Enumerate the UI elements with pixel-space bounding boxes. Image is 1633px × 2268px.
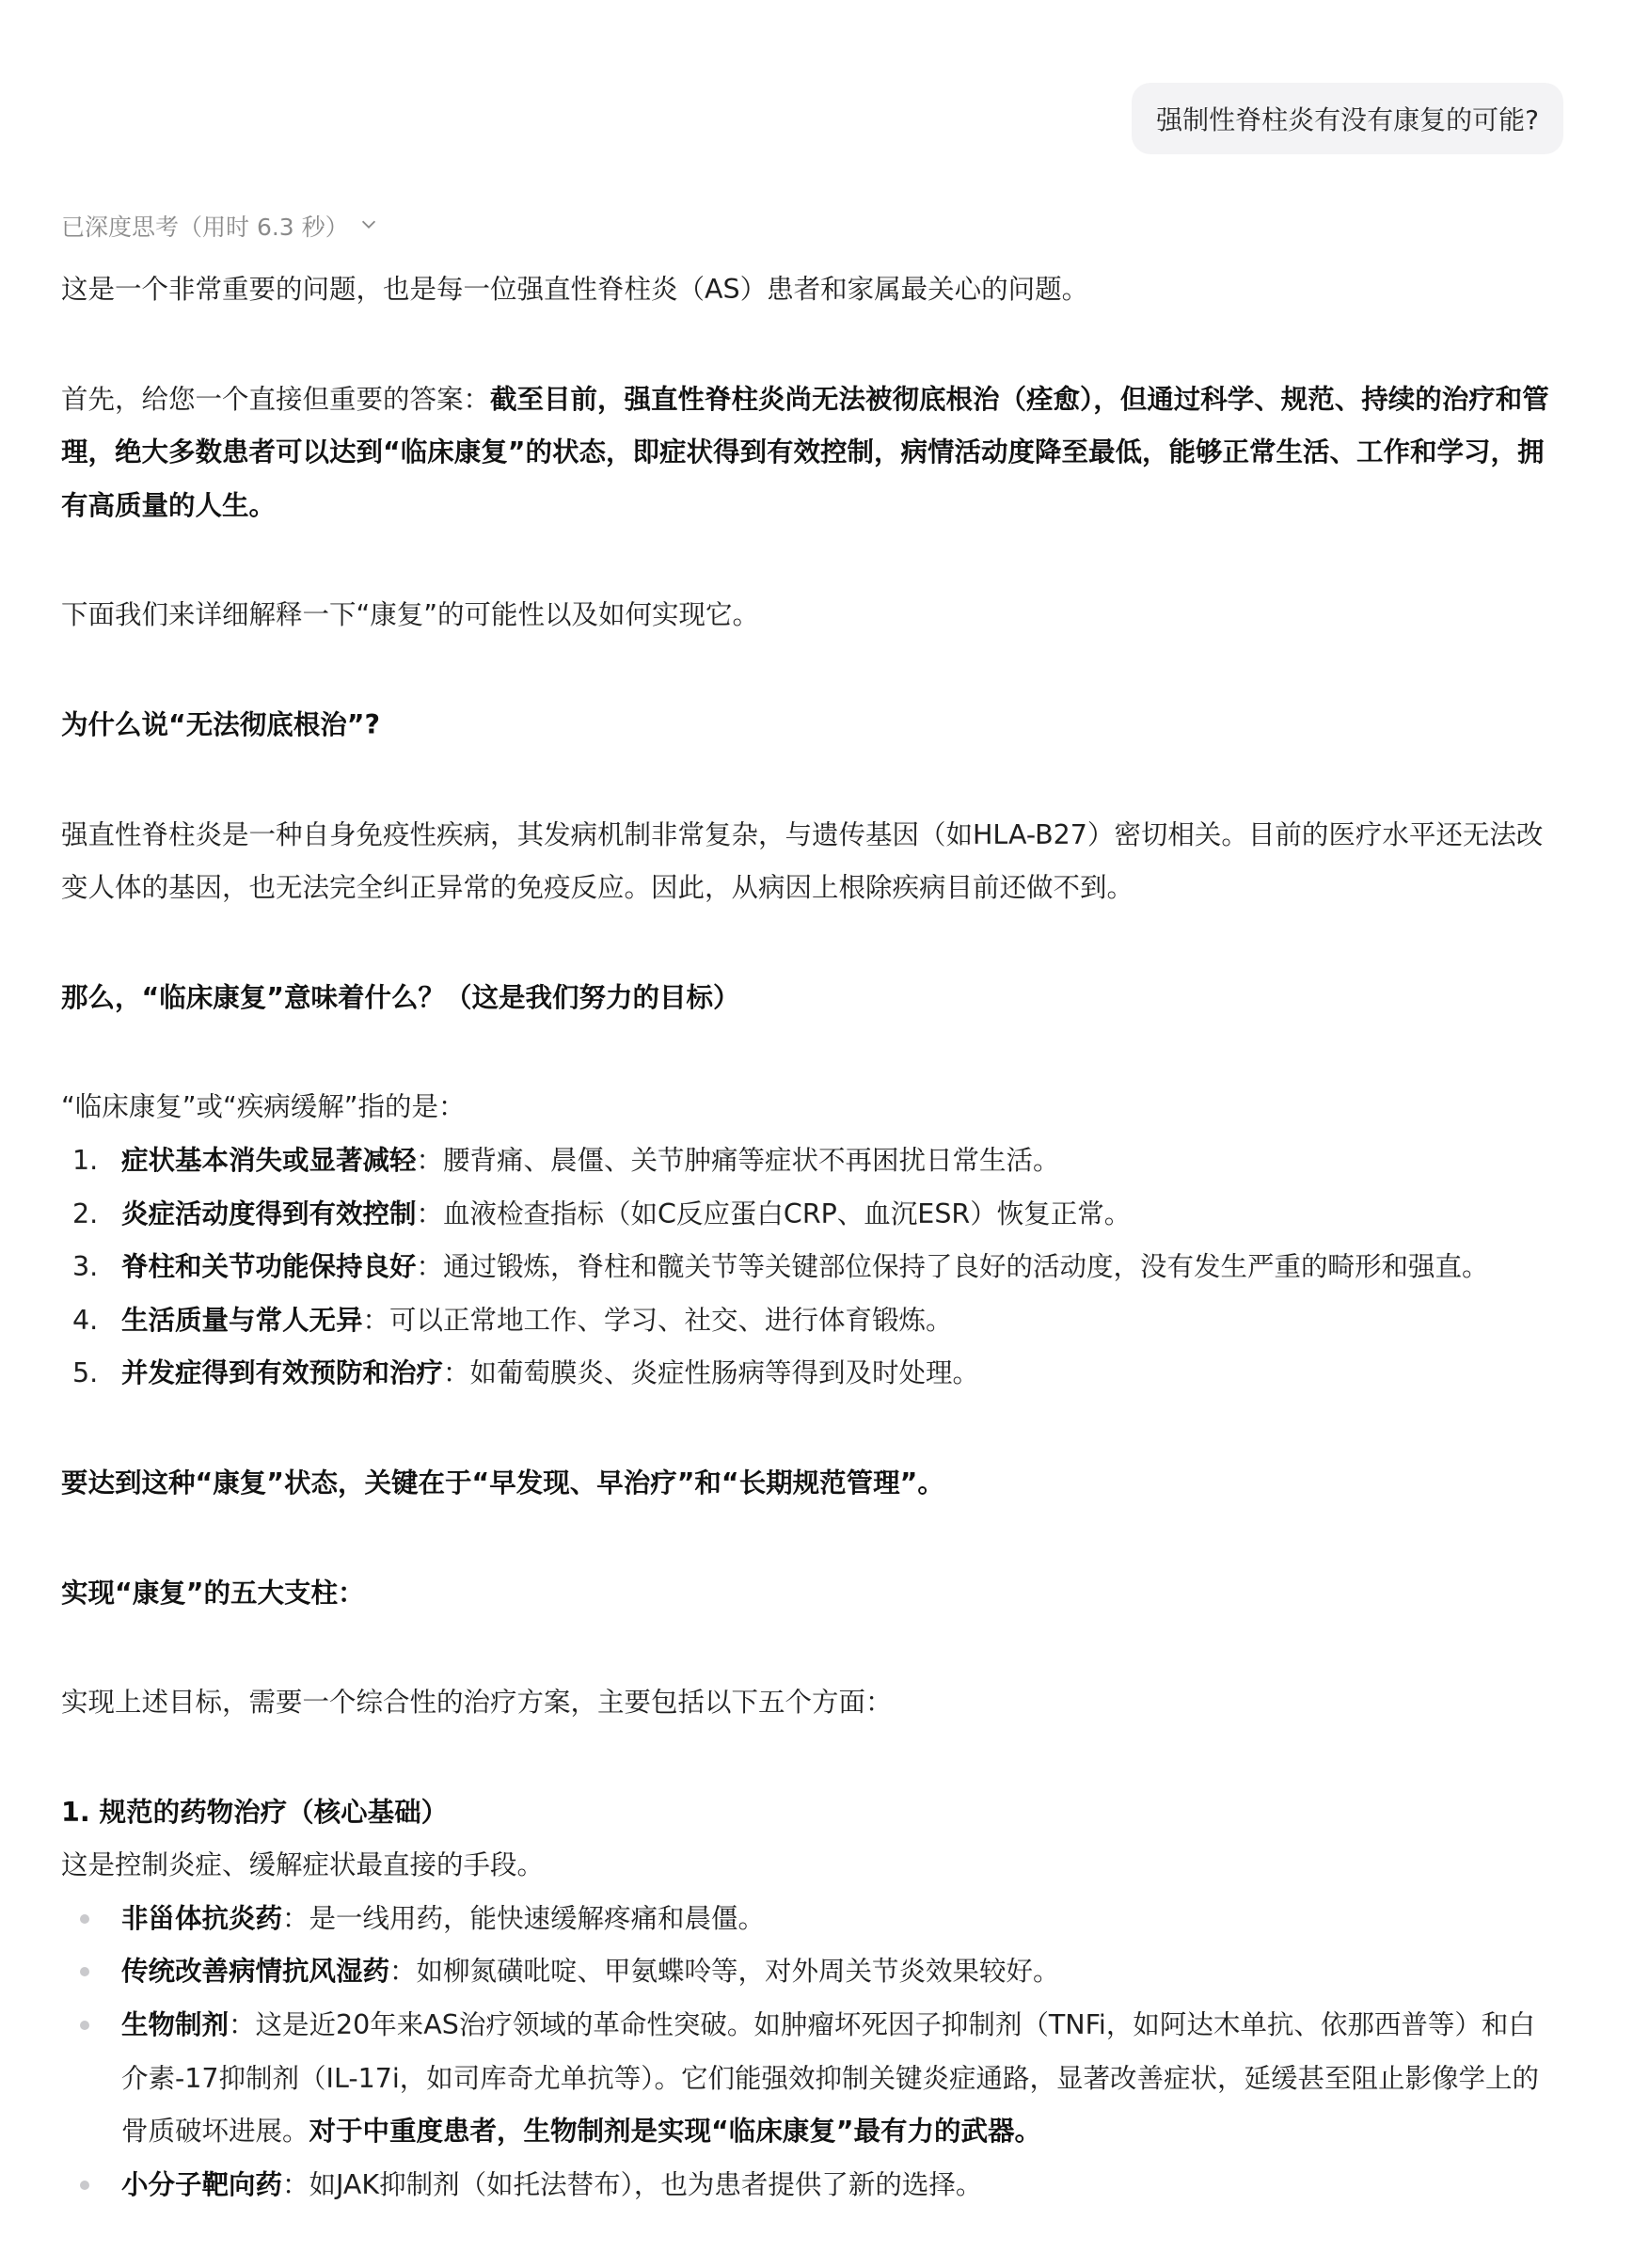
bullet-icon	[80, 2021, 89, 2030]
summary-paragraph	[61, 373, 1562, 533]
list-item-title: 生活质量与常人无异	[121, 1304, 363, 1336]
assistant-answer	[61, 263, 1562, 2268]
heading-pillars	[61, 1567, 1562, 1621]
list-item-text: ：通过锻炼，脊柱和髋关节等关键部位保持了良好的活动度，没有发生严重的畸形和强直。	[416, 1251, 1489, 1283]
list-item	[61, 1134, 1562, 1188]
user-message-text: 强制性脊柱炎有没有康复的可能?	[1156, 104, 1539, 135]
list-item-title: 脊柱和关节功能保持良好	[121, 1251, 417, 1283]
list-item	[61, 1893, 1562, 1946]
thinking-label: 已深度思考（用时 6.3 秒）	[61, 214, 349, 241]
heading-clinical-recovery-text: 那么，“临床康复”意味着什么？（这是我们努力的目标）	[61, 981, 740, 1013]
heading-why	[61, 699, 1562, 753]
list-item	[61, 1241, 1562, 1294]
intro-paragraph: 这是一个非常重要的问题，也是每一位强直性脊柱炎（AS）患者和家属最关心的问题。	[61, 274, 1089, 305]
heading-medication	[61, 1786, 1562, 1840]
list-item-text: ：可以正常地工作、学习、社交、进行体育锻炼。	[362, 1304, 953, 1336]
list-item-title: 症状基本消失或显著减轻	[121, 1144, 417, 1176]
chevron-down-icon	[358, 213, 379, 240]
list-number: 5.	[72, 1357, 99, 1389]
list-number: 4.	[72, 1304, 99, 1336]
list-item-title: 炎症活动度得到有效控制	[121, 1197, 417, 1229]
heading-why-text: 为什么说“无法彻底根治”?	[61, 708, 380, 740]
bullet-icon	[80, 2181, 89, 2190]
list-item-title: 生物制剂	[121, 2009, 230, 2041]
explain-paragraph: 下面我们来详细解释一下“康复”的可能性以及如何实现它。	[61, 599, 760, 631]
drug-list	[61, 1893, 1562, 2212]
summary-lead: 首先，给您一个直接但重要的答案：	[61, 383, 491, 415]
bullet-icon	[80, 1967, 89, 1976]
heading-medication-text: 1. 规范的药物治疗（核心基础）	[61, 1796, 449, 1828]
list-item-title: 并发症得到有效预防和治疗	[121, 1357, 444, 1389]
list-item	[61, 1294, 1562, 1348]
list-item-title: 小分子靶向药	[121, 2168, 283, 2200]
list-item-text: ：血液检查指标（如C反应蛋白CRP、血沉ESR）恢复正常。	[416, 1197, 1132, 1229]
heading-clinical-recovery	[61, 972, 1562, 1025]
bullet-icon	[80, 1914, 89, 1924]
key-point	[61, 1457, 1562, 1511]
list-item-text: ：如JAK抑制剂（如托法替布），也为患者提供了新的选择。	[282, 2168, 983, 2200]
list-item	[61, 2159, 1562, 2212]
heading-pillars-text: 实现“康复”的五大支柱：	[61, 1577, 365, 1609]
list-item-bold-tail: 对于中重度患者，生物制剂是实现“临床康复”最有力的武器。	[309, 2116, 1041, 2148]
list-item-title: 传统改善病情抗风湿药	[121, 1956, 390, 1988]
list-item-text: ：腰背痛、晨僵、关节肿痛等症状不再困扰日常生活。	[416, 1144, 1060, 1176]
list-item-text: ：是一线用药，能快速缓解疼痛和晨僵。	[282, 1902, 766, 1934]
list-number: 3.	[72, 1251, 99, 1283]
summary-bold: 截至目前，强直性脊柱炎尚无法被彻底根治（痊愈），但通过科学、规范、持续的治疗和管理，绝大多数患者可以达到“临床康复”的状态，即症状得到有效控制，病情活动度降至最低，能够正常生活、工作和学习，拥有高质量的人生。	[61, 383, 1549, 521]
user-message-bubble	[1132, 83, 1563, 154]
list-number: 2.	[72, 1197, 99, 1229]
list-item-text: ：这是近20年来AS治疗领域的革命性突破。如肿瘤坏死因子抑制剂（TNFi，如阿达木单抗、依那西普等）和白介素-17抑制剂（IL-17i，如司库奇尤单抗等）。它们能强效抑制关键炎症通路，显著改善症状，延缓甚至阻止影像学上的骨质破坏进展。	[121, 2009, 1540, 2148]
list-item	[61, 1347, 1562, 1401]
cause-paragraph: 强直性脊柱炎是一种自身免疫性疾病，其发病机制非常复杂，与遗传基因（如HLA-B27）密切相关。目前的医疗水平还无法改变人体的基因，也无法完全纠正异常的免疫反应。因此，从病因上根除疾病目前还做不到。	[61, 818, 1544, 904]
list-item-text: ：如葡萄膜炎、炎症性肠病等得到及时处理。	[443, 1357, 980, 1389]
thinking-toggle[interactable]	[61, 209, 379, 243]
key-point-text: 要达到这种“康复”状态，关键在于“早发现、早治疗”和“长期规范管理”。	[61, 1467, 944, 1499]
list-item-title: 非甾体抗炎药	[121, 1902, 283, 1934]
list-item	[61, 1999, 1562, 2159]
list-item	[61, 1945, 1562, 1999]
goal-list	[61, 1134, 1562, 1401]
pillars-paragraph: 实现上述目标，需要一个综合性的治疗方案，主要包括以下五个方面：	[61, 1687, 893, 1719]
list-intro: “临床康复”或“疾病缓解”指的是：	[61, 1091, 466, 1123]
list-number: 1.	[72, 1144, 99, 1176]
medication-paragraph: 这是控制炎症、缓解症状最直接的手段。	[61, 1849, 545, 1881]
list-item	[61, 1188, 1562, 1242]
list-item-text: ：如柳氮磺吡啶、甲氨蝶呤等，对外周关节炎效果较好。	[389, 1956, 1060, 1988]
